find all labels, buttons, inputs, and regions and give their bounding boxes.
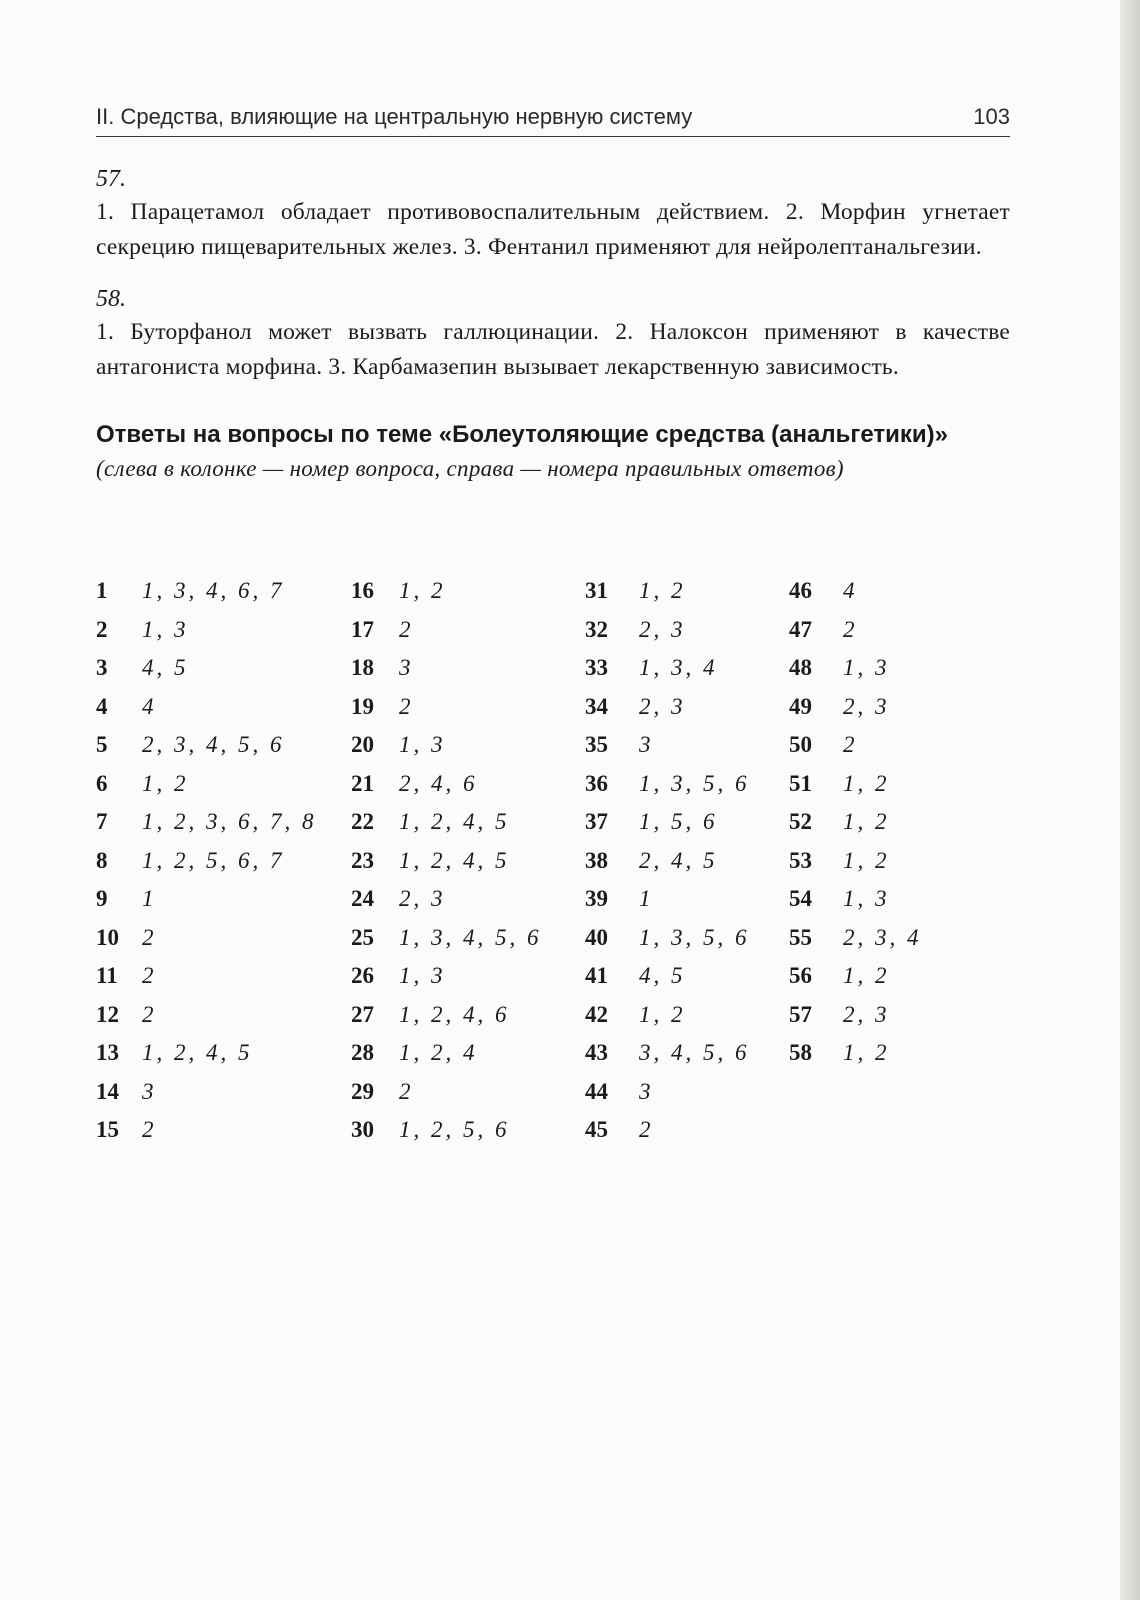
question-id: 51 [789,770,812,796]
answer-row [585,694,750,733]
question-id: 46 [789,578,812,603]
correct-answers: 1, 3 [399,963,446,988]
question-id: 42 [585,1001,608,1027]
question-id: 1 [96,578,108,603]
correct-answers: 1, 3 [843,655,890,680]
question-id: 8 [96,847,108,873]
correct-answers: 1, 2 [639,1001,686,1027]
answer-row [585,848,750,887]
correct-answers: 2, 3 [639,616,686,642]
question-id: 48 [789,655,812,680]
correct-answers: 1, 2, 4, 6 [399,1001,510,1027]
correct-answers: 2 [142,1117,157,1142]
correct-answers: 2 [399,693,414,719]
answer-row [585,963,750,1002]
correct-answers: 1, 3, 5, 6 [639,924,750,950]
page-number: 103 [973,104,1010,129]
answer-row [96,655,317,694]
correct-answers: 1, 2 [142,770,189,796]
correct-answers: 2, 3, 4, 5, 6 [142,732,285,757]
question-id: 47 [789,616,812,642]
question-id: 52 [789,809,812,834]
running-header [96,104,1010,137]
question-id: 25 [351,924,374,950]
answer-row [789,732,922,771]
correct-answers: 1, 2 [399,578,446,603]
answer-row [96,1117,317,1156]
correct-answers: 1, 3, 5, 6 [639,770,750,796]
correct-answers: 2, 3 [843,693,890,719]
answer-row [789,963,922,1002]
question-id: 56 [789,963,812,988]
question-id: 2 [96,616,108,642]
question-id: 57 [789,1001,812,1027]
answer-row [351,1040,542,1079]
question-id: 11 [96,963,118,988]
answer-row [789,578,922,617]
correct-answers: 2 [843,732,858,757]
question-id: 14 [96,1078,119,1104]
question-id: 9 [96,886,108,911]
question-id: 37 [585,809,608,834]
answer-row [96,925,317,964]
correct-answers: 2, 3 [843,1001,890,1027]
answers-heading: Ответы на вопросы по теме «Болеутоляющие средства (анальгетики)» [96,421,948,448]
answer-row [96,963,317,1002]
question-id: 17 [351,616,374,642]
question-id: 45 [585,1117,608,1142]
question-id: 34 [585,693,608,719]
correct-answers: 1, 2, 4, 5 [399,809,510,834]
correct-answers: 3 [639,1078,654,1104]
answer-row [351,771,542,810]
answer-row [96,732,317,771]
answer-row [789,655,922,694]
question-id: 21 [351,770,374,796]
question-id: 49 [789,693,812,719]
question-number: 57. [96,166,126,192]
question-57 [96,166,1010,264]
answer-row [585,578,750,617]
answer-row [585,655,750,694]
correct-answers: 1, 2 [639,578,686,603]
question-id: 24 [351,886,374,911]
question-id: 50 [789,732,812,757]
correct-answers: 2, 3 [639,693,686,719]
question-id: 28 [351,1040,374,1065]
question-id: 5 [96,732,108,757]
answers-column [96,578,317,1156]
question-id: 30 [351,1117,374,1142]
answer-row [351,655,542,694]
answer-row [96,617,317,656]
answer-row [351,1117,542,1156]
question-id: 40 [585,924,608,950]
answer-row [351,886,542,925]
answer-row [96,694,317,733]
correct-answers: 1, 3 [843,886,890,911]
answers-table [96,578,1010,1178]
correct-answers: 1, 2 [843,809,890,834]
answer-row [789,925,922,964]
answer-row [585,925,750,964]
correct-answers: 4, 5 [142,655,189,680]
answer-row [585,732,750,771]
question-id: 16 [351,578,374,603]
correct-answers: 2, 3 [399,886,446,911]
question-id: 19 [351,693,374,719]
question-id: 36 [585,770,608,796]
answer-row [789,886,922,925]
answer-row [96,771,317,810]
answer-row [96,578,317,617]
answer-row [96,1002,317,1041]
question-id: 13 [96,1040,119,1065]
correct-answers: 1, 2 [843,770,890,796]
correct-answers: 1, 3 [399,732,446,757]
correct-answers: 2 [399,1078,414,1104]
correct-answers: 3 [399,655,414,680]
correct-answers: 1, 2 [843,847,890,873]
correct-answers: 1, 2, 5, 6 [399,1117,510,1142]
answers-subheading: (слева в колонке — номер вопроса, справа — номера правильных ответов) [96,456,844,481]
question-id: 43 [585,1040,608,1065]
question-number: 58. [96,286,126,312]
correct-answers: 1, 3, 4 [639,655,718,680]
correct-answers: 1, 2, 4, 5 [142,1040,253,1065]
answers-column [585,578,750,1156]
question-id: 12 [96,1001,119,1027]
correct-answers: 2 [399,616,414,642]
correct-answers: 4, 5 [639,963,686,988]
question-id: 6 [96,770,108,796]
answer-row [351,694,542,733]
question-id: 26 [351,963,374,988]
correct-answers: 1, 2, 3, 6, 7, 8 [142,809,317,834]
answer-row [789,1002,922,1041]
correct-answers: 2 [142,1001,157,1027]
answer-row [96,1079,317,1118]
question-id: 27 [351,1001,374,1027]
answer-row [789,848,922,887]
question-id: 44 [585,1078,608,1104]
answer-row [585,1117,750,1156]
answer-row [585,771,750,810]
correct-answers: 2, 3, 4 [843,924,922,950]
answer-row [96,809,317,848]
question-id: 58 [789,1040,812,1065]
question-id: 53 [789,847,812,873]
answer-row [585,1002,750,1041]
page-content [96,166,1010,1142]
answers-column [789,578,922,1079]
correct-answers: 2 [142,963,157,988]
correct-answers: 1 [639,886,654,911]
answer-row [351,617,542,656]
question-text: 1. Буторфанол может вызвать галлюцинации. 2. Налоксон применяют в качестве антагониста морфина. 3. Карбамазепин вызывает лекарственную зависимость. [96,319,1010,380]
correct-answers: 1, 2, 4, 5 [399,847,510,873]
answer-row [351,809,542,848]
correct-answers: 2, 4, 6 [399,770,478,796]
answer-row [351,732,542,771]
answers-column [351,578,542,1156]
correct-answers: 1, 3, 4, 6, 7 [142,578,285,603]
question-id: 39 [585,886,608,911]
answer-row [351,1002,542,1041]
chapter-title: II. Средства, влияющие на центральную нервную систему [96,104,693,129]
answer-row [789,771,922,810]
correct-answers: 1, 3 [142,616,189,642]
question-id: 15 [96,1117,119,1142]
answer-row [96,886,317,925]
correct-answers: 4 [843,578,858,603]
question-id: 22 [351,809,374,834]
answer-row [96,848,317,887]
answer-row [351,963,542,1002]
question-id: 10 [96,924,119,950]
question-id: 31 [585,578,608,603]
question-id: 3 [96,655,108,680]
correct-answers: 1, 2 [843,963,890,988]
question-id: 29 [351,1078,374,1104]
question-id: 35 [585,732,608,757]
question-id: 20 [351,732,374,757]
question-id: 38 [585,847,608,873]
correct-answers: 3 [142,1078,157,1104]
question-text: 1. Парацетамол обладает противовоспалительным действием. 2. Морфин угнетает секрецию пищеварительных желез. 3. Фентанил применяют для нейролептанальгезии. [96,199,1010,260]
answer-row [789,694,922,733]
question-id: 33 [585,655,608,680]
answer-row [351,578,542,617]
answer-row [351,848,542,887]
correct-answers: 3 [639,732,654,757]
correct-answers: 1, 2, 4 [399,1040,478,1065]
correct-answers: 2 [639,1117,654,1142]
correct-answers: 4 [142,693,157,719]
correct-answers: 1, 2, 5, 6, 7 [142,847,285,873]
answer-row [789,1040,922,1079]
answer-row [585,1079,750,1118]
page-edge [1120,0,1140,1600]
correct-answers: 1, 3, 4, 5, 6 [399,924,542,950]
correct-answers: 1 [142,886,157,911]
question-id: 55 [789,924,812,950]
answer-row [585,1040,750,1079]
correct-answers: 2 [843,616,858,642]
question-58 [96,286,1010,384]
correct-answers: 1, 5, 6 [639,809,718,834]
question-id: 18 [351,655,374,680]
correct-answers: 2, 4, 5 [639,847,718,873]
answer-row [789,617,922,656]
question-id: 41 [585,963,608,988]
question-id: 7 [96,809,108,834]
answer-row [351,1079,542,1118]
question-id: 54 [789,886,812,911]
correct-answers: 3, 4, 5, 6 [639,1040,750,1065]
answer-row [585,617,750,656]
correct-answers: 2 [142,924,157,950]
correct-answers: 1, 2 [843,1040,890,1065]
question-id: 23 [351,847,374,873]
answer-row [585,886,750,925]
answer-row [96,1040,317,1079]
answer-row [789,809,922,848]
question-id: 4 [96,693,108,719]
answer-row [585,809,750,848]
answer-row [351,925,542,964]
question-id: 32 [585,616,608,642]
